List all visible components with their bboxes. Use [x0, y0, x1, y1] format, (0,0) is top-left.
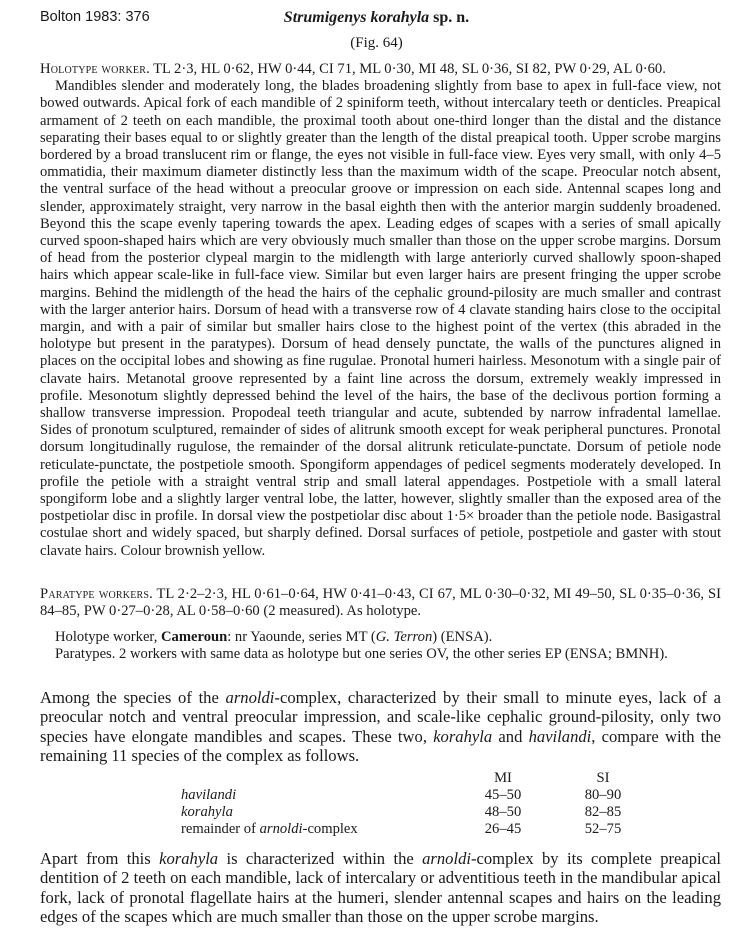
row-species	[181, 804, 453, 821]
text-run: -complex by its complete preapical dentition of 2 teeth on each mandible, lack of intercalary or adventitious teeth in the mandibular apical fork, lack of pronotal flagellate hairs at the humeri, slender antennal scapes and hairs on the leading edges of the scapes which are much smaller than those on the upper scrobe margins.	[40, 849, 721, 927]
paratype-label: Paratype workers	[40, 586, 150, 602]
paratype-measurements: . TL 2·2–2·3, HL 0·61–0·64, HW 0·41–0·43, CI 67, ML 0·30–0·32, MI 49–50, SL 0·35–0·36, SI 84–85, PW 0·27–0·28, AL 0·58–0·60 (2 measured). As holotype.	[40, 586, 721, 620]
holotype-measurements-line	[40, 61, 721, 78]
row-mi: 26–45	[484, 821, 522, 837]
column-header-mi: MI	[494, 770, 512, 786]
species-ref: korahyla	[159, 849, 219, 868]
species-ref: havilandi	[528, 726, 592, 746]
material-locality: : nr Yaounde, series MT (	[227, 629, 376, 645]
row-si: 52–75	[584, 821, 622, 837]
row-mi: 45–50	[484, 787, 522, 803]
species-ref: arnoldi	[422, 849, 471, 868]
column-header-si: SI	[596, 770, 610, 786]
table-header-blank	[181, 770, 453, 787]
row-si: 80–90	[584, 787, 622, 803]
row-mi: 48–50	[484, 804, 522, 820]
table-row	[181, 821, 653, 838]
title-suffix: sp. n.	[429, 9, 470, 26]
country: Cameroun	[161, 629, 228, 645]
species-name-cell: havilandi	[181, 787, 237, 803]
material-section	[40, 629, 721, 663]
species-ref: arnoldi	[225, 688, 275, 707]
species-name: Strumigenys korahyla	[283, 9, 430, 26]
figure-reference: (Fig. 64)	[350, 35, 403, 51]
name-suffix: -complex	[302, 821, 358, 837]
species-title	[0, 9, 753, 27]
species-ref: korahyla	[433, 726, 493, 746]
text-run: , compare with the remaining 11 species of the complex as follows.	[40, 726, 721, 766]
material-prefix: Holotype worker,	[55, 629, 162, 645]
species-ref: arnoldi	[259, 821, 303, 837]
row-si: 82–85	[584, 804, 622, 820]
source-citation: Bolton 1983: 376	[40, 9, 150, 25]
comparison-table	[181, 770, 653, 838]
paratype-material: Paratypes. 2 workers with same data as holotype but one series OV, the other series EP (ENSA; BMNH).	[55, 646, 668, 663]
row-species	[181, 821, 453, 838]
row-species	[181, 787, 453, 804]
material-depository: ) (ENSA).	[432, 629, 493, 645]
table-row	[181, 787, 653, 804]
table-header-row	[181, 770, 653, 787]
holotype-measurements: . TL 2·3, HL 0·62, HW 0·44, CI 71, ML 0·30, MI 48, SL 0·36, SI 82, PW 0·29, AL 0·60.	[146, 61, 666, 77]
text-run: is characterized within the	[218, 849, 423, 868]
holotype-section	[40, 61, 721, 560]
text-run: and	[492, 726, 529, 746]
collector: G. Terron	[375, 629, 433, 645]
table-row	[181, 804, 653, 821]
paratype-section	[40, 586, 721, 620]
holotype-label: Holotype worker	[40, 61, 147, 77]
holotype-description: Mandibles slender and moderately long, the blades broadening slightly from base to apex in full-face view, not bowed outwards. Apical fork of each mandible of 2 spiniform teeth, without intercalary teeth or denticles. Preapical armament of 2 teeth on each mandible, the proximal tooth about one-third longer than the distal and the distance separating their bases equal to or slightly greater than the length of the distal preapical tooth. Upper scrobe margins bordered by a broad translucent rim or flange, the eyes not visible in full-face view. Eyes very small, with only 4–5 ommatidia, their maximum diameter distinctly less than the maximum width of the scape. Preocular notch absent, the ventral surface of the head without a preocular groove or impression on each side. Antennal scapes long and slender, approximately straight, very narrow in the basal eighth then with the anterior margin suddenly broadened. Beyond this the scape evenly tapering towards the apex. Leading edges of scapes with a series of small apically curved spoon-shaped hairs which are very obviously much smaller than those on the upper scrobe margins. Dorsum of head from the posterior clypeal margin to the midlength with large anteriorly curved shallowly spoon-shaped hairs which appear scale-like in full-face view. Similar but even larger hairs are present fringing the upper scrobe margins. Behind the midlength of the head the hairs of the cephalic ground-pilosity are much smaller and contrast with the larger anterior hairs. Dorsum of head with a transverse row of 4 clavate standing hairs close to the occipital margin, and with a pair of similar but smaller hairs close to the highest point of the vertex (this abraded in the holotype but present in the paratypes). Dorsum of head densely punctate, the walls of the punctures aligned in places on the occipital lobes and showing as fine rugulae. Pronotal humeri hairless. Mesonotum with a single pair of clavate hairs. Metanotal groove represented by a faint line across the dorsum, extremely weakly impressed in profile. Mesonotum slightly depressed behind the level of the hairs, the base of the declivous portion forming a shallow transverse impression. Propodeal teeth triangular and acute, subtended by narrow infradental lamellae. Sides of pronotum sculptured, remainder of sides of alitrunk smooth except for weak peripheral punctures. Pronotal dorsum longitudinally rugulose, the remainder of the dorsal alitrunk reticulate-punctate. Dorsum of petiole node reticulate-punctate, the postpetiole smooth. Spongiform appendages of pedicel segments moderately developed. In profile the petiole with a straight ventral strip and small lateral appendages. Postpetiole with a small lateral spongiform lobe and a slightly larger ventral lobe, the latter, however, slightly smaller than the exposed area of the postpetiolar disc in profile. In dorsal view the postpetiolar disc about 1·5× broader than the petiole node. Basigastral costulae short and widely spaced, but sharply defined. Dorsal surfaces of petiole, postpetiole and gaster with stout clavate hairs. Colour brownish yellow.	[40, 78, 721, 559]
name-prefix: remainder of	[181, 821, 260, 837]
text-run: Apart from this	[40, 849, 160, 868]
text-run: -complex, characterized by their small to minute eyes, lack of a preocular notch and ventral preocular impression, and scale-like cephalic ground-pilosity, only two species have elongate mandibles and scapes. These two,	[40, 688, 722, 746]
species-name-cell: korahyla	[181, 804, 233, 820]
text-run: Among the species of the	[40, 688, 226, 707]
holotype-material	[40, 629, 721, 646]
discussion-paragraph-2	[40, 849, 721, 927]
discussion-paragraph-1	[40, 688, 721, 766]
paratype-measurements-line	[40, 586, 721, 620]
